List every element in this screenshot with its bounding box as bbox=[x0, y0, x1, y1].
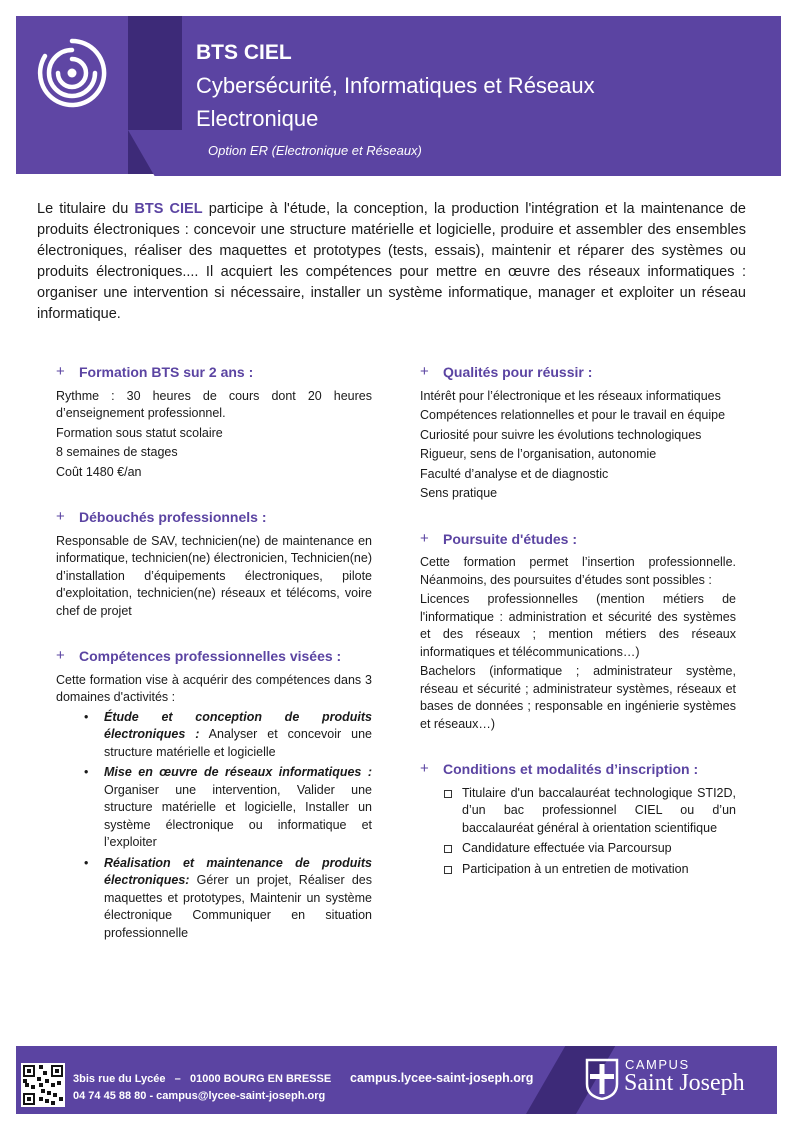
checkbox-icon bbox=[444, 790, 452, 798]
section-title-text: Débouchés professionnels : bbox=[79, 509, 267, 525]
formation-line: Rythme : 30 heures de cours dont 20 heures d’enseignement professionnel. bbox=[56, 388, 372, 420]
list-item bbox=[444, 861, 736, 879]
footer-website-link[interactable]: campus.lycee-saint-joseph.org bbox=[350, 1071, 534, 1085]
list-item-bold: Étude et conception de produits électroniques : bbox=[104, 709, 372, 741]
plus-icon: + bbox=[56, 363, 65, 380]
competences-list bbox=[84, 709, 372, 943]
left-column bbox=[56, 364, 372, 945]
footer-address: 3bis rue du Lycée – 01000 BOURG EN BRESSE bbox=[73, 1073, 332, 1085]
qualites-line: Compétences relationnelles et pour le travail en équipe bbox=[420, 408, 726, 422]
section-qualites-title bbox=[420, 364, 736, 382]
cross-shield-icon bbox=[585, 1058, 619, 1100]
bullet-icon: • bbox=[84, 709, 89, 724]
qr-code-icon[interactable] bbox=[21, 1063, 65, 1107]
list-item bbox=[84, 855, 372, 943]
brand-campus-label: CAMPUS bbox=[625, 1057, 690, 1072]
list-item-text: Participation à un entretien de motivation bbox=[462, 861, 689, 876]
list-item bbox=[444, 785, 736, 838]
page-title: BTS CIEL bbox=[196, 41, 292, 64]
section-formation-title bbox=[56, 364, 372, 382]
plus-icon: + bbox=[420, 363, 429, 380]
section-poursuite-title bbox=[420, 531, 736, 549]
maze-circle-icon bbox=[37, 38, 107, 108]
qualites-line: Rigueur, sens de l’organisation, autonomie bbox=[420, 447, 657, 461]
poursuite-line: Cette formation permet l’insertion professionnelle. Néanmoins, des poursuites d’études sont possibles : bbox=[420, 555, 736, 587]
list-item bbox=[84, 709, 372, 762]
option-label: Option ER (Electronique et Réseaux) bbox=[208, 143, 422, 158]
section-title-text: Poursuite d'études : bbox=[443, 530, 578, 547]
list-item-text: Titulaire d'un baccalauréat technologique STI2D, d’un bac professionnel CIEL ou d’un baccalauréat général à orientation scientifique bbox=[462, 785, 736, 835]
footer-contact: 04 74 45 88 80 - campus@lycee-saint-joseph.org bbox=[73, 1090, 326, 1102]
competences-intro: Cette formation vise à acquérir des compétences dans 3 domaines d'activités : bbox=[56, 672, 372, 704]
section-debouches-title bbox=[56, 509, 372, 527]
list-item bbox=[84, 764, 372, 852]
list-item bbox=[444, 840, 736, 858]
list-item-text: Analyser et concevoir une structure matérielle et logicielle bbox=[104, 727, 372, 759]
section-title-text: Compétences professionnelles visées : bbox=[79, 648, 342, 664]
plus-icon: + bbox=[56, 647, 65, 664]
plus-icon: + bbox=[420, 760, 429, 777]
poursuite-line: Bachelors (informatique ; administrateur système, réseau et sécurité ; administrateur systèmes, réseaux et bases de données ; responsable en ingénierie systèmes et réseaux…) bbox=[420, 664, 736, 731]
section-title-text: Qualités pour réussir : bbox=[443, 364, 593, 380]
plus-icon: + bbox=[56, 508, 65, 525]
list-item-text: Organiser une intervention, Valider une structure matérielle et logicielle, Installer un système électronique ou informatique et l’exploiter bbox=[104, 782, 372, 849]
debouches-text: Responsable de SAV, technicien(ne) de maintenance en informatique, technicien(ne) électronicien, Technicien(ne) d’installation d’équipements électroniques, pilote d'exploitation, technicien(ne) réseaux et télécoms, voire chef de projet bbox=[56, 533, 372, 618]
list-item-bold: Réalisation et maintenance de produits électroniques: bbox=[104, 855, 372, 887]
intro-paragraph bbox=[37, 199, 746, 325]
list-item-text: Candidature effectuée via Parcoursup bbox=[462, 841, 672, 855]
page-subtitle-line2: Electronique bbox=[196, 106, 319, 131]
section-competences-title bbox=[56, 648, 372, 666]
section-title-text: Conditions et modalités d’inscription : bbox=[443, 761, 699, 777]
formation-line: Coût 1480 €/an bbox=[56, 464, 142, 479]
checkbox-icon bbox=[444, 845, 452, 853]
list-item-text: Gérer un projet, Réaliser des maquettes et prototypes, Maintenir un système électronique Communiquer en situation professionnelle bbox=[104, 873, 372, 940]
qualites-line: Sens pratique bbox=[420, 486, 498, 500]
qualites-line: Faculté d’analyse et de diagnostic bbox=[420, 466, 609, 481]
formation-line: Formation sous statut scolaire bbox=[56, 425, 223, 440]
qualites-line: Intérêt pour l’électronique et les réseaux informatiques bbox=[420, 388, 721, 403]
intro-text: participe à l'étude, la conception, la production l'intégration et la maintenance de produits électroniques : concevoir une structure matérielle et logicielle, produire et assembler des ensembles électroniques, réaliser des maquettes et prototypes (tests, essais), maintenir et réparer des systèmes ou produits électroniques.... Il acquiert les compétences pour mettre en œuvre des réseaux informatiques : organiser une intervention si nécessaire, installer un système informatique, manager et exploiter un réseau informatique. bbox=[37, 201, 746, 322]
plus-icon: + bbox=[420, 529, 429, 547]
brand-name: Saint Joseph bbox=[624, 1070, 745, 1096]
qualites-line: Curiosité pour suivre les évolutions technologiques bbox=[420, 427, 702, 442]
bullet-icon: • bbox=[84, 765, 89, 779]
intro-highlight: BTS CIEL bbox=[134, 201, 203, 217]
list-item-bold: Mise en œuvre de réseaux informatiques : bbox=[104, 765, 372, 779]
bullet-icon: • bbox=[84, 855, 89, 870]
poursuite-line: Licences professionnelles (mention métiers de l'informatique : administration et sécurité des systèmes et des réseaux ; mention métiers des réseaux informatiques et télécommunications…) bbox=[420, 592, 736, 659]
page-subtitle-line1: Cybersécurité, Informatiques et Réseaux bbox=[196, 73, 595, 98]
header-logo-box bbox=[16, 16, 128, 174]
section-conditions-title bbox=[420, 761, 736, 779]
right-column bbox=[420, 364, 736, 881]
checkbox-icon bbox=[444, 866, 452, 874]
intro-prefix: Le titulaire du bbox=[37, 201, 135, 217]
section-title-text: Formation BTS sur 2 ans : bbox=[79, 364, 254, 380]
formation-line: 8 semaines de stages bbox=[56, 445, 178, 459]
conditions-list bbox=[444, 785, 736, 879]
